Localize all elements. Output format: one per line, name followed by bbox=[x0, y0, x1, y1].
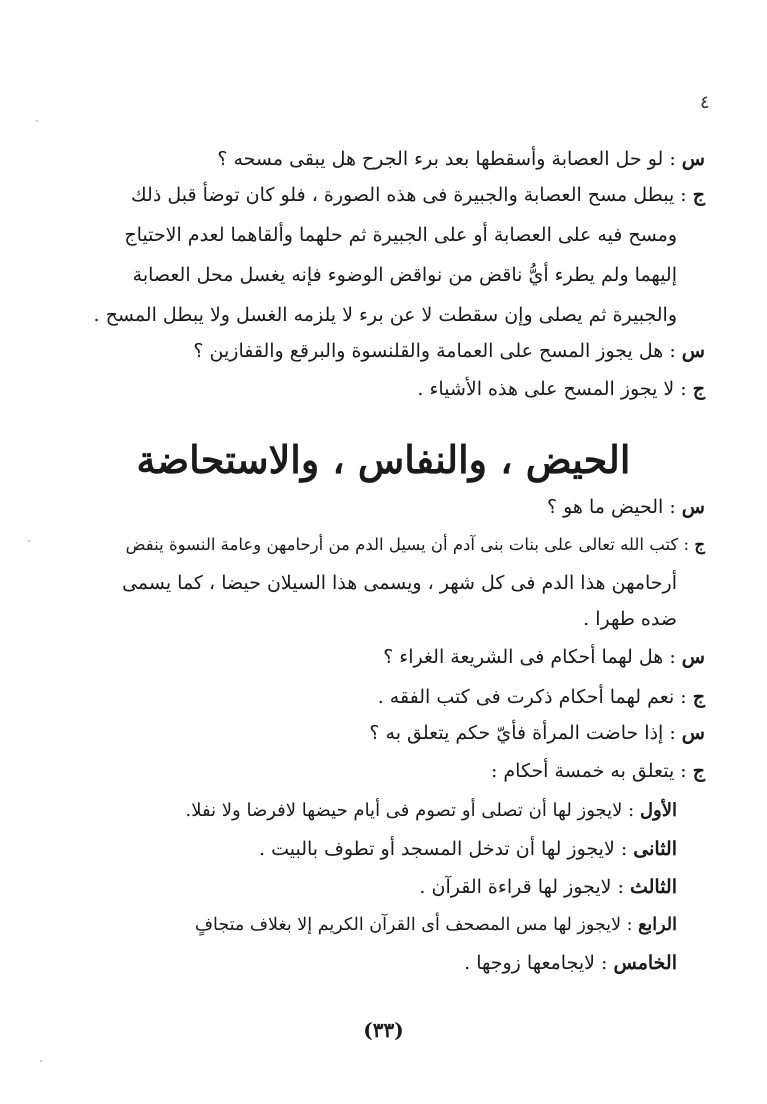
scan-speck bbox=[28, 540, 30, 542]
qa-line: س : لو حل العصابة وأسقطها بعد برء الجرح هل يبقى مسحه ؟ bbox=[217, 148, 705, 170]
qa-line: ج : كتب الله تعالى على بنات بنى آدم أن يسيل الدم من أرحامهن وعامة النسوة ينفض bbox=[125, 535, 705, 554]
scan-speck bbox=[40, 1060, 42, 1062]
qa-line: ج : لا يجوز المسح على هذه الأشياء . bbox=[417, 378, 705, 400]
page-number: (٣٣) bbox=[363, 1018, 404, 1042]
qa-line: س : هل لهما أحكام فى الشريعة الغراء ؟ bbox=[383, 646, 705, 668]
qa-line: ج : يبطل مسح العصابة والجبيرة فى هذه الصورة ، فلو كان توضأ قبل ذلك bbox=[131, 184, 705, 206]
rule-item: الأول : لايجوز لها أن تصلى أو تصوم فى أيام حيضها لافرضا ولا نفلا. bbox=[185, 800, 677, 821]
section-heading: الحيض ، والنفاس ، والاستحاضة bbox=[136, 437, 631, 482]
rule-item: الخامس : لايجامعها زوجها . bbox=[464, 952, 677, 974]
rule-item: الثالث : لايجوز لها قراءة القرآن . bbox=[419, 876, 677, 898]
qa-line: ضده طهرا . bbox=[583, 608, 677, 630]
qa-line: س : الحيض ما هو ؟ bbox=[546, 496, 705, 518]
qa-line: س : هل يجوز المسح على العمامة والقلنسوة والبرقع والقفازين ؟ bbox=[193, 340, 705, 362]
corner-mark: ٤ bbox=[700, 92, 710, 113]
qa-line: ج : يتعلق به خمسة أحكام : bbox=[490, 760, 705, 782]
qa-line: أرحامهن هذا الدم فى كل شهر ، ويسمى هذا السيلان حيضا ، كما يسمى bbox=[122, 572, 677, 594]
qa-line: إليهما ولم يطرء أيُّ ناقض من نواقض الوضوء فإنه يغسل محل العصابة bbox=[132, 264, 677, 286]
qa-line: س : إذا حاضت المرأة فأيّ حكم يتعلق به ؟ bbox=[369, 722, 705, 744]
rule-item: الثانى : لايجوز لها أن تدخل المسجد أو تطوف بالبيت . bbox=[259, 838, 677, 860]
scan-speck bbox=[36, 120, 38, 122]
qa-line: ومسح فيه على العصابة أو على الجبيرة ثم حلهما وألقاهما لعدم الاحتياج bbox=[124, 224, 677, 246]
rule-item: الرابع : لايجوز لها مس المصحف أى القرآن الكريم إلا بغلاف متجافٍ bbox=[194, 915, 677, 935]
qa-line: والجبيرة ثم يصلى وإن سقطت لا عن برء لا يلزمه الغسل ولا يبطل المسح . bbox=[93, 304, 677, 326]
qa-line: ج : نعم لهما أحكام ذكرت فى كتب الفقه . bbox=[377, 686, 705, 708]
